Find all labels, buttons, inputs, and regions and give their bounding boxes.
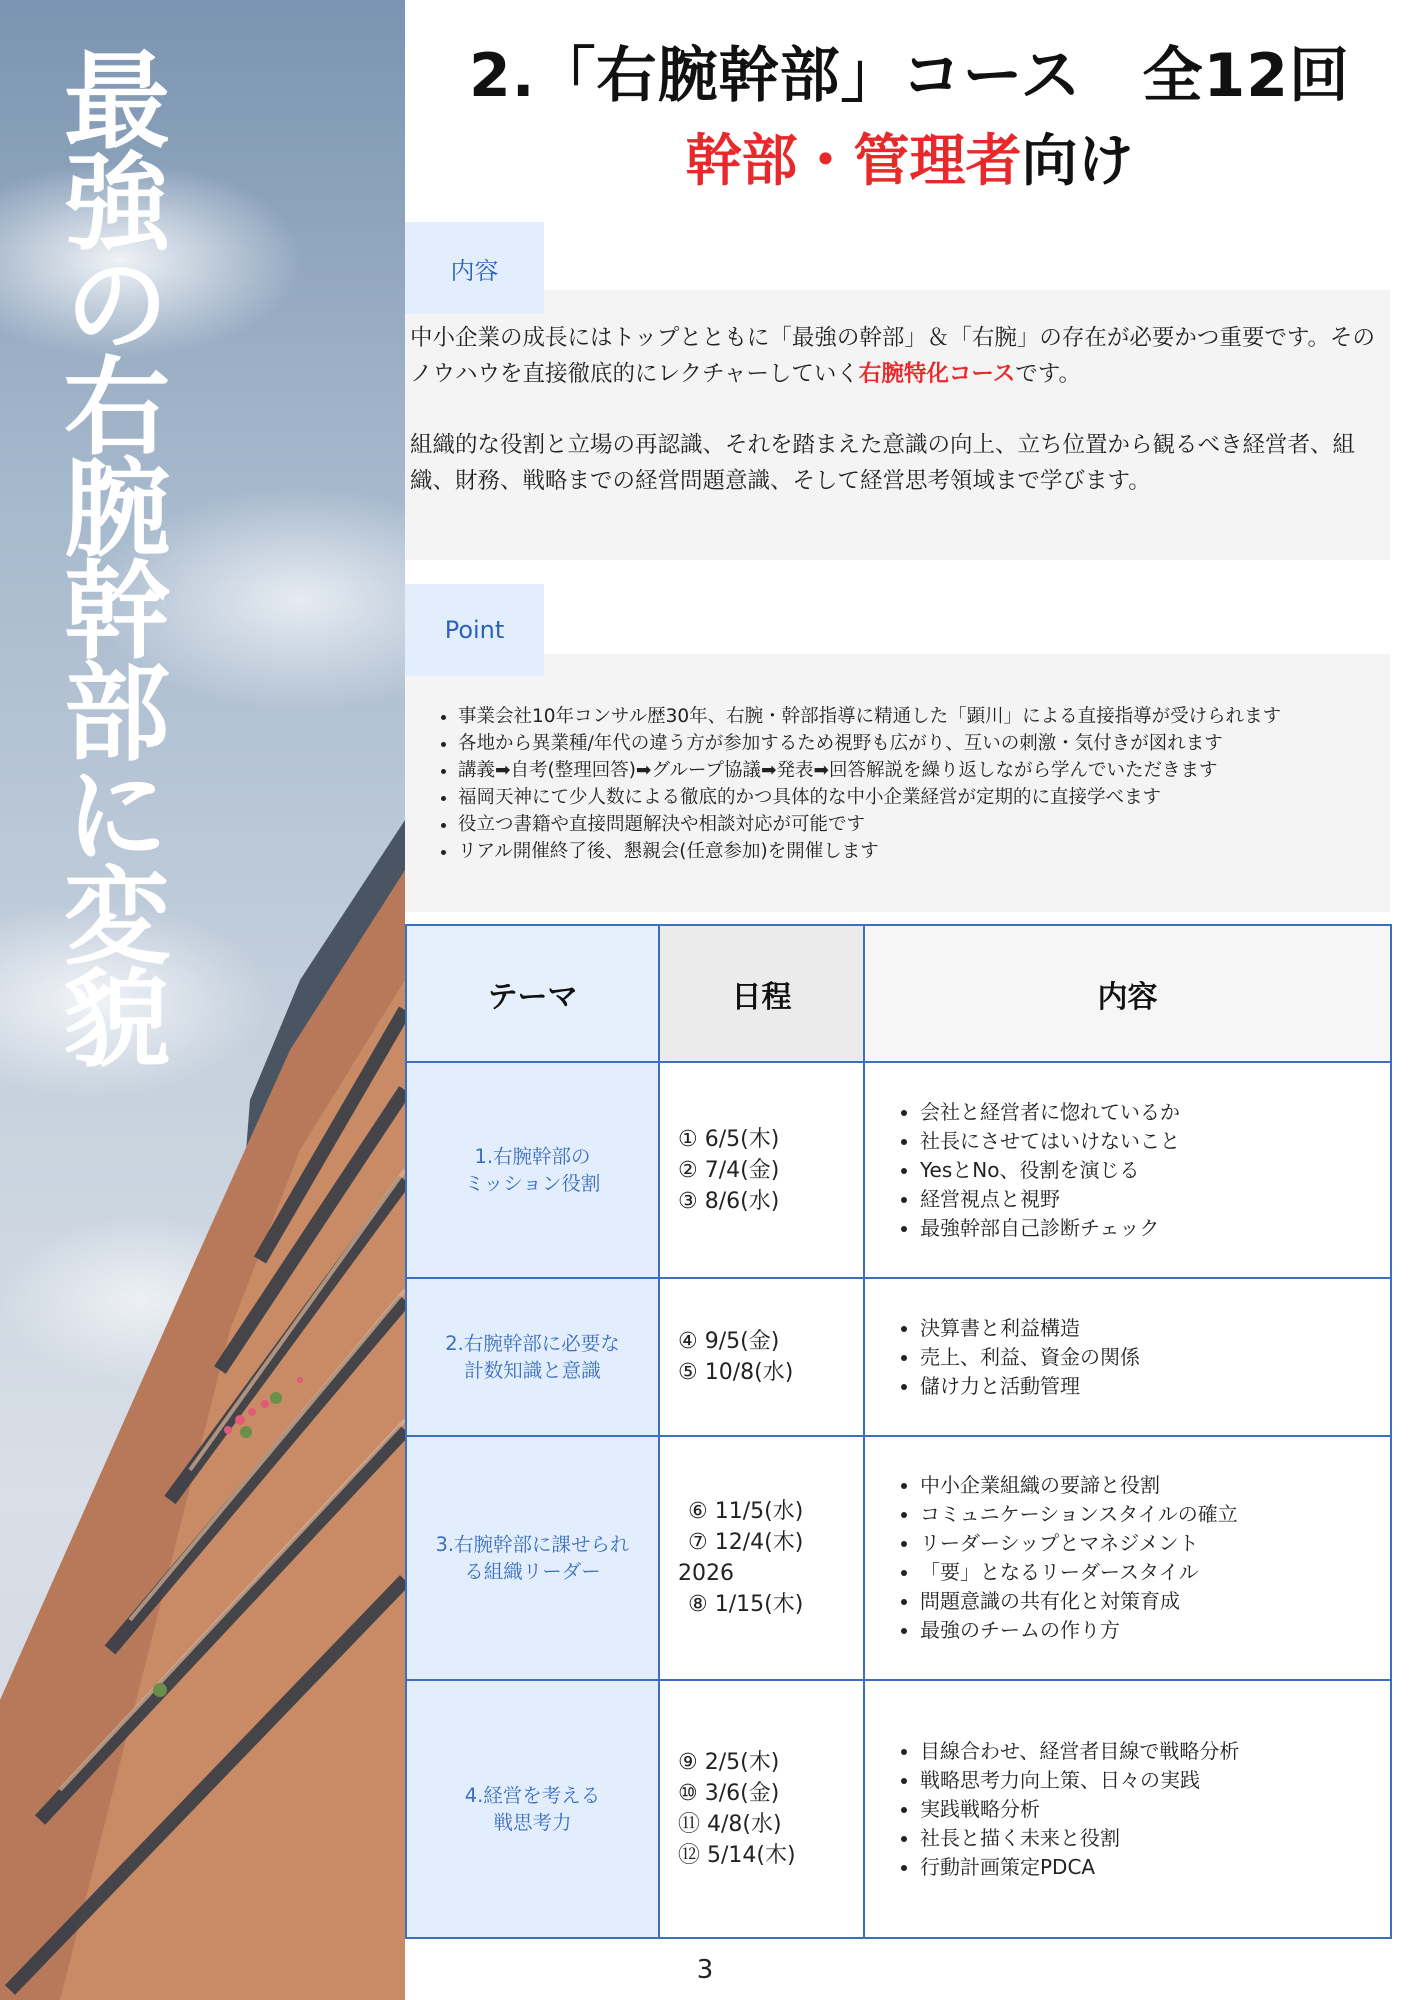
year-label: 2026 <box>678 1561 734 1586</box>
table-row <box>406 1062 1391 1278</box>
topic-item: • 会社と経営者に惚れているか <box>920 1098 1390 1127</box>
table-row <box>406 1278 1391 1436</box>
theme-cell: 2.右腕幹部に必要な 計数知識と意識 <box>406 1278 659 1436</box>
theme-cell: 3.右腕幹部に課せられ る組織リーダー <box>406 1436 659 1680</box>
side-title: 最強の右腕幹部に変貌 <box>47 45 170 1065</box>
topic-item: • 実践戦略分析 <box>920 1795 1390 1824</box>
point-item: • 福岡天神にて少人数による徹底的かつ具体的な中小企業経営が定期的に直接学べます <box>458 784 1398 811</box>
schedule-cell: ⑨ 2/5(木) ⑩ 3/6(金) ⑪ 4/8(水) ⑫ 5/14(木) <box>659 1680 864 1938</box>
point-item: • 各地から異業種/年代の違う方が参加するため視野も広がり、互いの刺激・気付きが図れます <box>458 730 1398 757</box>
schedule-cell: ⑥ 11/5(水) ⑦ 12/4(木) 2026 ⑧ 1/15(木) <box>659 1436 864 1680</box>
topic-item: • 行動計画策定PDCA <box>920 1853 1390 1882</box>
schedule-table <box>405 924 1390 1939</box>
point-list <box>430 703 1398 865</box>
point-item: • 役立つ書籍や直接問題解決や相談対応が可能です <box>458 811 1398 838</box>
content-cell <box>864 1062 1391 1278</box>
course-title: 2.「右腕幹部」コース 全12回 <box>468 41 1351 111</box>
topic-item: • 儲け力と活動管理 <box>920 1372 1390 1401</box>
course-target <box>405 128 1414 195</box>
topic-item: • 「要」となるリーダースタイル <box>920 1558 1390 1587</box>
header-theme: テーマ <box>406 925 659 1062</box>
topic-item: • 売上、利益、資金の関係 <box>920 1343 1390 1372</box>
content-paragraph-1: 中小企業の成長にはトップとともに「最強の幹部」＆「右腕」の存在が必要かつ重要です。そのノウハウを直接徹底的にレクチャーしていく右腕特化コースです。 <box>410 325 1376 387</box>
topic-item: • 問題意識の共有化と対策育成 <box>920 1587 1390 1616</box>
topic-item: • YesとNo、役割を演じる <box>920 1156 1390 1185</box>
header-content: 内容 <box>864 925 1391 1062</box>
content-paragraph-2: 組織的な役割と立場の再認識、それを踏まえた意識の向上、立ち位置から観るべき経営者、組織、財務、戦略までの経営問題意識、そして経営思考領域まで学びます。 <box>410 432 1356 494</box>
table-row <box>406 1680 1391 1938</box>
topic-item: • 最強幹部自己診断チェック <box>920 1214 1390 1243</box>
topic-item: • コミュニケーションスタイルの確立 <box>920 1500 1390 1529</box>
topic-item: • 最強のチームの作り方 <box>920 1616 1390 1645</box>
content-tab: 内容 <box>405 222 544 314</box>
table-row <box>406 1436 1391 1680</box>
topic-item: • 目線合わせ、経営者目線で戦略分析 <box>920 1737 1390 1766</box>
topic-item: • 戦略思考力向上策、日々の実践 <box>920 1766 1390 1795</box>
topic-item: • 経営視点と視野 <box>920 1185 1390 1214</box>
theme-cell: 1.右腕幹部の ミッション役割 <box>406 1062 659 1278</box>
content-cell <box>864 1680 1391 1938</box>
topic-item: • 社長にさせてはいけないこと <box>920 1127 1390 1156</box>
content-cell <box>864 1436 1391 1680</box>
point-tab: Point <box>405 584 544 676</box>
content-cell <box>864 1278 1391 1436</box>
schedule-cell: ④ 9/5(金) ⑤ 10/8(水) <box>659 1278 864 1436</box>
content-description <box>410 320 1385 499</box>
topic-item: • リーダーシップとマネジメント <box>920 1529 1390 1558</box>
theme-cell: 4.経営を考える 戦思考力 <box>406 1680 659 1938</box>
cover-photo-panel <box>0 0 405 2000</box>
header-schedule: 日程 <box>659 925 864 1062</box>
point-item: • 講義➡自考(整理回答)➡グループ協議➡発表➡回答解説を繰り返しながら学んでいただきます <box>458 757 1398 784</box>
highlight-text: 右腕特化コース <box>858 361 1016 387</box>
topic-item: • 社長と描く未来と役割 <box>920 1824 1390 1853</box>
topic-item: • 決算書と利益構造 <box>920 1314 1390 1343</box>
point-item: • リアル開催終了後、懇親会(任意参加)を開催します <box>458 838 1398 865</box>
target-highlight: 幹部・管理者 <box>685 129 1022 194</box>
point-item: • 事業会社10年コンサル歴30年、右腕・幹部指導に精通した「顕川」による直接指導が受けられます <box>458 703 1398 730</box>
page-number: 3 <box>696 1955 714 1985</box>
target-suffix: 向け <box>1021 129 1134 194</box>
table-header-row <box>406 925 1391 1062</box>
schedule-cell: ① 6/5(木) ② 7/4(金) ③ 8/6(水) <box>659 1062 864 1278</box>
topic-item: • 中小企業組織の要諦と役割 <box>920 1471 1390 1500</box>
